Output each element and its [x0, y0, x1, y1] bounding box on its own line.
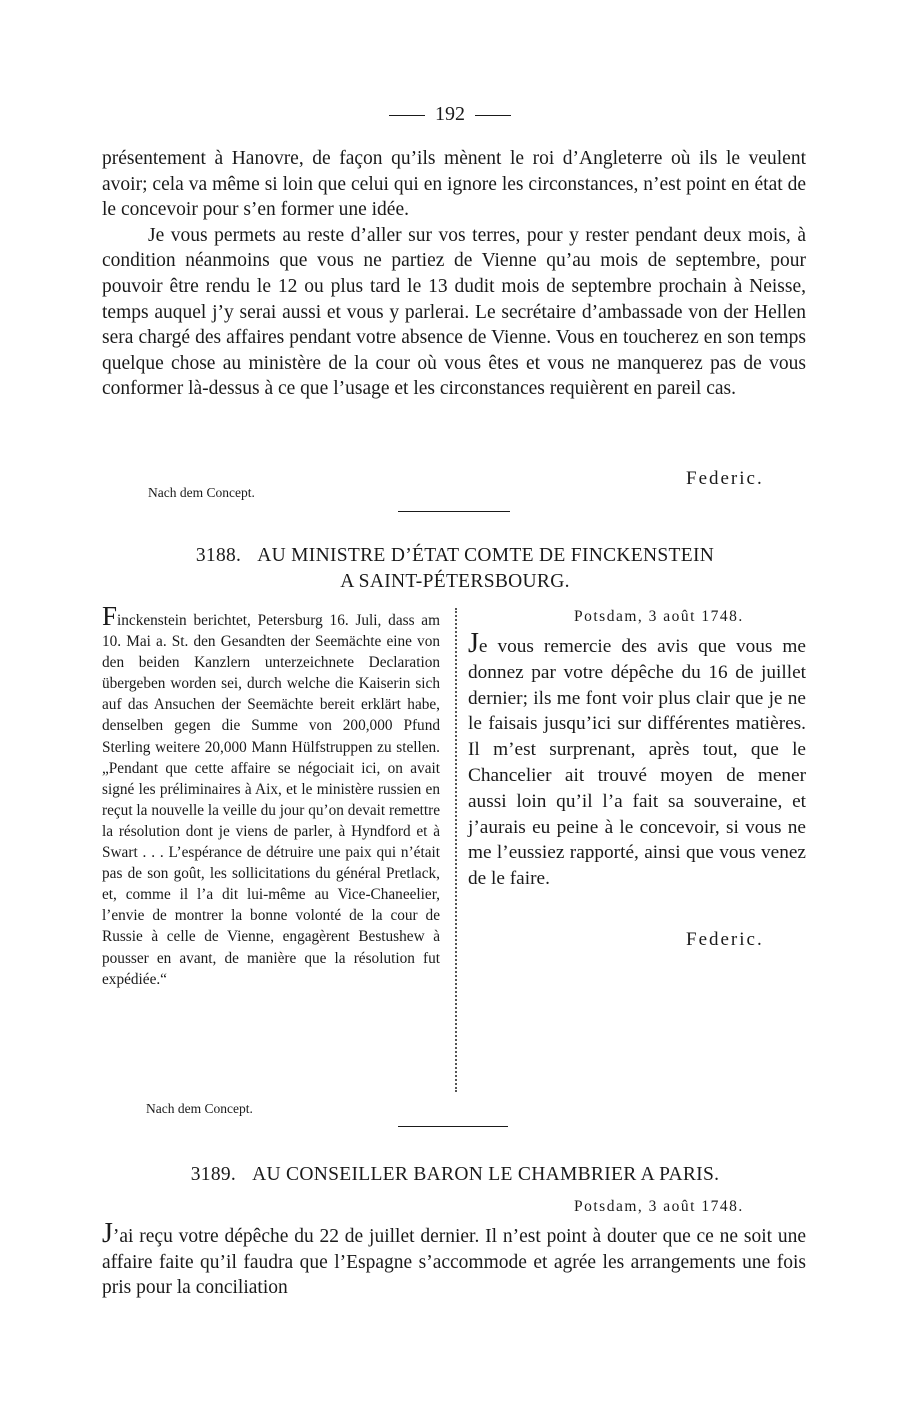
continuation-paragraph-1: présentement à Hanovre, de façon qu’ils mènent le roi d’Angleterre où ils le veulent avoir; cela va même si loin que celui qui en ignore les circonstances, n’est point en état de le concevoir pour s’en former une idée.: [102, 148, 806, 221]
letter-3188-signature: Federic.: [686, 929, 764, 950]
continuation-signature: Federic.: [686, 468, 764, 489]
letter-3189-heading-title: AU CONSEILLER BARON LE CHAMBRIER A PARIS.: [252, 1164, 720, 1185]
letter-3188-heading: [100, 543, 810, 595]
letter-3188-heading-line-1: [100, 543, 810, 569]
page-number: [0, 100, 900, 128]
letter-3188-body-text: e vous remercie des avis que vous me donnez par votre dépêche du 16 de juillet dernier; ils me font voir plus clair que je ne le faisais jusqu’ici sur différentes matières. Il m’est surprenant, après tout, que le Chancelier ait trouvé moyen de mener aussi loin qu’il l’a fait sa souveraine, et j’aurais eu peine à le concevoir, si vous ne me l’eussiez rapporté, ainsi que vous venez de le faire.: [468, 636, 806, 890]
letter-3188-summary-text: inckenstein berichtet, Petersburg 16. Juli, dass am 10. Mai a. St. den Gesandten der Seemächte eine von den beiden Kanzlern unterzeichnete Declaration übergeben worden sei, durch welche die Kaiserin sich auf das Ansuchen der Seemächte bereit erklärt habe, denselben gegen die Summe von 200,000 Pfund Sterling weitere 20,000 Mann Hülfstruppen zu stellen. „Pendant que cette affaire se négociait ici, on avait signé les préliminaires à Aix, et le ministère russien en reçut la nouvelle la veille du jour qu’on devait remettre la résolution dont je viens de parler, à Hyndford et à Swart . . . L’espérance de détruire une paix qui n’était pas de son goût, les sollicitations du général Pretlack, et, comme il l’a dit lui-même au Vice-Chaneelier, l’envie de montrer la bonne volonté de la cour de Russie à celle de Vienne, engagèrent Bestushew à pousser en avant, de manière que la résolution fut expédiée.“: [102, 612, 440, 988]
letter-3188-source-note: Nach dem Concept.: [146, 1101, 253, 1116]
continuation-source-note: Nach dem Concept.: [148, 485, 255, 500]
letter-3188-heading-title-1: AU MINISTRE D’ÉTAT COMTE DE FINCKENSTEIN: [257, 545, 715, 566]
page-number-text: 192: [435, 103, 465, 125]
page-number-dash-left: [389, 115, 425, 116]
letter-3188-summary: [102, 601, 440, 990]
letter-3188-body: [468, 628, 806, 892]
section-rule-1: [398, 511, 510, 512]
continuation-paragraph-2: Je vous permets au reste d’aller sur vos terres, pour y rester pendant deux mois, à condition néanmoins que vous ne partiez de Vienne qu’au mois de septembre, pour pouvoir être rendu le 12 ou plus tard le 13 dudit mois de septembre prochain à Neisse, temps auquel j’y serai aussi et vous y parlerai. Le secrétaire d’ambassade von der Hellen sera chargé des affaires pendant votre absence de Vienne. Vous en toucherez en son temps quelque chose au ministère de la cour où vous êtes et vous ne manquerez pas de vous conformer là-dessus à ce que l’usage et les circonstances requièrent en pareil cas.: [102, 224, 806, 400]
continuation-text: [102, 146, 806, 402]
letter-3189-body: [102, 1218, 806, 1301]
letter-3188-summary-dropcap: F: [102, 601, 118, 631]
letter-3188-heading-line-2: A SAINT-PÉTERSBOURG.: [340, 571, 570, 592]
letter-3188-number: 3188.: [195, 545, 242, 566]
column-divider: [455, 608, 457, 1092]
letter-3188-body-dropcap: J: [468, 628, 479, 659]
letter-3189-body-dropcap: J: [102, 1218, 113, 1249]
page-number-dash-right: [475, 115, 511, 116]
section-rule-2: [398, 1126, 508, 1127]
letter-3189-body-text: ’ai reçu votre dépêche du 22 de juillet dernier. Il n’est point à douter que ce ne soit une affaire faite qu’il faudra que l’Espagne s’accommode et agrée les arrangements une fois pris pour la conciliation: [102, 1226, 806, 1299]
letter-3189-dateline: Potsdam, 3 août 1748.: [574, 1198, 744, 1215]
letter-3188-dateline: Potsdam, 3 août 1748.: [574, 608, 744, 625]
letter-3189-heading: [100, 1162, 810, 1188]
letter-3189-number: 3189.: [190, 1164, 237, 1185]
